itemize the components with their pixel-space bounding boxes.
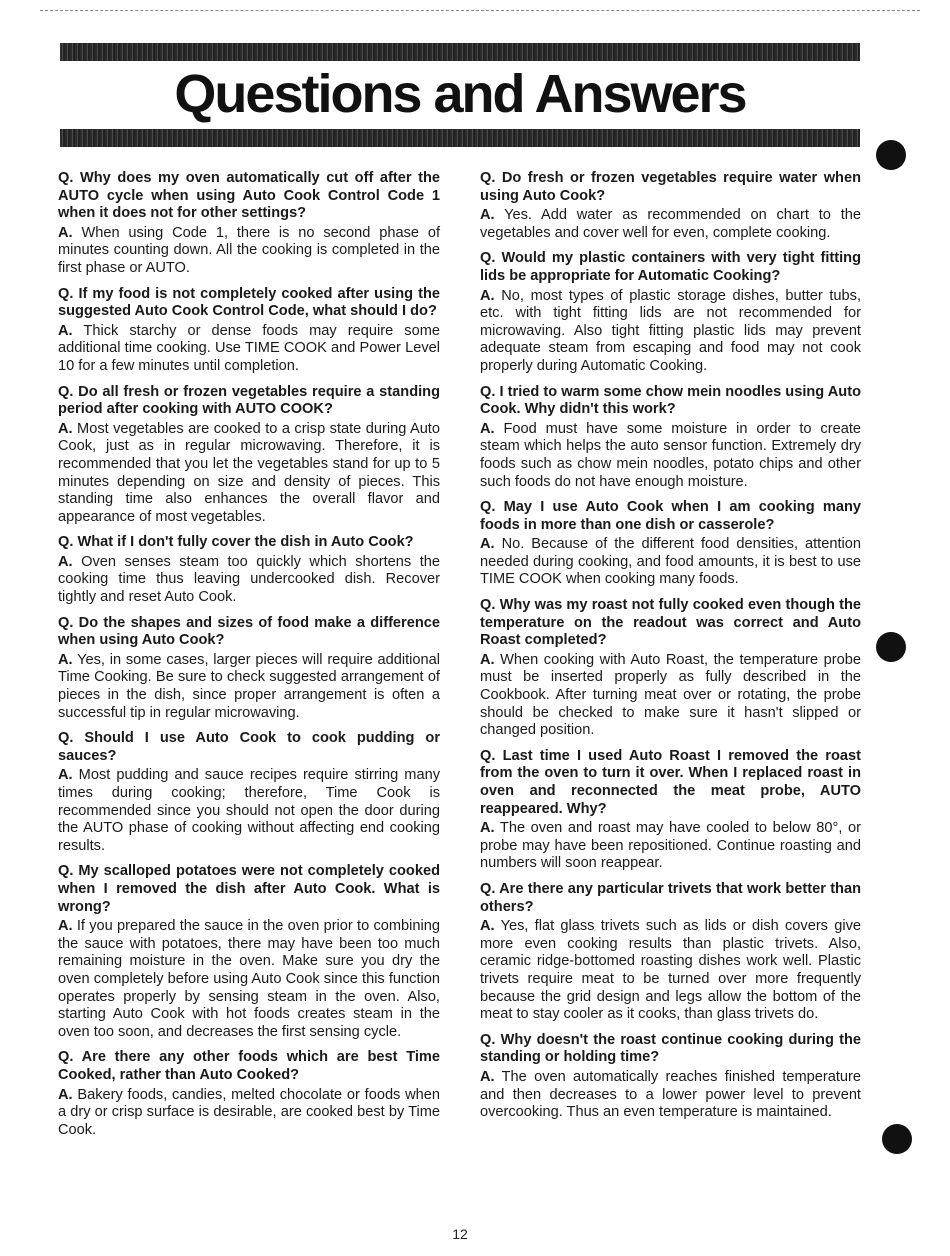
top-dashed-rule: [40, 10, 920, 11]
answer-text: Yes, in some cases, larger pieces will require additional Time Cooking. Be sure to check suggested arrangement of pieces in the dish, since proper arrangement is often a successful tip in regular microwaving.: [58, 651, 440, 721]
answer: [58, 918, 440, 1041]
qa-item: [58, 286, 440, 376]
answer: [58, 652, 440, 722]
answer-text: Yes, flat glass trivets such as lids or dish covers give more even cooking results than plastic trivets. Also, ceramic ridge-bottomed roasting dishes work well. Plastic trivets require meat to be turned over more frequently because the grid design and legs allow the bottom of the meat to stay cooler as it cooks, than glass trivets do.: [480, 918, 861, 1023]
answer-lead: A.: [480, 207, 495, 224]
answer-lead: A.: [58, 420, 73, 437]
question: Q. Last time I used Auto Roast I removed the roast from the oven to turn it over. When I replaced roast in oven and reconnected the meat probe, AUTO reappeared. Why?: [480, 747, 861, 817]
answer-text: The oven automatically reaches finished temperature and then decreases to a lower power level to prevent overcooking. Thus an even temperature is maintained.: [480, 1068, 862, 1121]
page-title: Questions and Answers: [174, 64, 746, 124]
answer: [58, 323, 440, 376]
qa-item: [480, 170, 861, 242]
title-top-bar: [60, 43, 860, 61]
answer-text: Bakery foods, candies, melted chocolate or foods when a dry or crisp surface is desirable, are cooked best by Time Cook.: [58, 1086, 440, 1138]
answer-text: When using Code 1, there is no second phase of minutes counting down. All the cooking is completed in the first phase or AUTO.: [58, 224, 441, 276]
question: Q. Do the shapes and sizes of food make a difference when using Auto Cook?: [58, 614, 440, 649]
answer-lead: A.: [58, 224, 73, 241]
answer-text: If you prepared the sauce in the oven prior to combining the sauce with potatoes, there may have been too much remaining moisture in the oven. Make sure you dry the oven completely before using Auto Cook since this function operates properly by sensing steam in the oven. Also, starting Auto Cook with hot foods creates steam in the oven too soon, and decreases the first sensing cycle.: [58, 918, 441, 1040]
answer: [480, 652, 861, 740]
answer: [58, 767, 440, 855]
question: Q. Do fresh or frozen vegetables require water when using Auto Cook?: [480, 170, 861, 204]
answer-lead: A.: [480, 820, 495, 837]
qa-item: [480, 881, 861, 1024]
qa-item: [480, 1032, 861, 1122]
answer-lead: A.: [58, 1086, 73, 1103]
answer: [480, 918, 861, 1024]
answer: [480, 820, 861, 873]
answer-lead: A.: [58, 651, 73, 668]
answer-text: Thick starchy or dense foods may require some additional time cooking. Use TIME COOK and Power Level 10 for a few minutes until completion.: [58, 322, 440, 374]
question: Q. What if I don't fully cover the dish in Auto Cook?: [58, 534, 414, 551]
binder-hole-bottom: [882, 1124, 912, 1154]
page-number: 12: [452, 1226, 468, 1242]
binder-hole-middle: [876, 632, 906, 662]
answer-lead: A.: [58, 767, 73, 784]
question: Q. If my food is not completely cooked after using the suggested Auto Cook Control Code, what should I do?: [58, 285, 440, 320]
answer-text: Most pudding and sauce recipes require stirring many times during cooking; therefore, Time Cook is recommended since you should not open the door during the AUTO phase of cooking without affecting end cooking results.: [58, 767, 440, 854]
qa-item: [58, 1049, 440, 1139]
binder-hole-top: [876, 140, 906, 170]
question: Q. Are there any other foods which are best Time Cooked, rather than Auto Cooked?: [58, 1049, 440, 1083]
answer: [480, 536, 861, 589]
question: Q. My scalloped potatoes were not completely cooked when I removed the dish after Auto Cook. What is wrong?: [58, 863, 440, 915]
answer: [480, 421, 861, 491]
answer-text: Oven senses steam too quickly which shortens the cooking time thus leaving undercooked dish. Recover tightly and reset Auto Cook.: [58, 553, 440, 606]
question: Q. Do all fresh or frozen vegetables require a standing period after cooking with AUTO COOK?: [58, 383, 440, 418]
answer-lead: A.: [480, 918, 495, 935]
qa-item: [480, 499, 861, 589]
answer-text: No, most types of plastic storage dishes, butter tubs, etc. with tight fitting lids are not recommended for microwaving. Also tight fitting plastic lids may prevent adequate steam from escaping and food may not cook properly during Automatic Cooking.: [480, 287, 862, 374]
answer-lead: A.: [480, 1068, 495, 1085]
answer-lead: A.: [58, 553, 73, 570]
question: Q. Why does my oven automatically cut off after the AUTO cycle when using Auto Cook Control Code 1 when it does not for other settings?: [58, 170, 440, 222]
question: Q. Should I use Auto Cook to cook pudding or sauces?: [58, 730, 440, 764]
qa-item: [480, 748, 861, 873]
question: Q. May I use Auto Cook when I am cooking many foods in more than one dish or casserole?: [480, 499, 861, 533]
answer-lead: A.: [58, 918, 73, 935]
qa-item: [58, 534, 440, 606]
answer: [58, 225, 440, 278]
answer: [58, 1087, 440, 1140]
qa-item: [58, 615, 440, 723]
answer: [480, 207, 861, 242]
answer-lead: A.: [58, 322, 73, 339]
question: Q. Would my plastic containers with very tight fitting lids be appropriate for Automatic Cooking?: [480, 250, 861, 284]
qa-item: [480, 384, 861, 492]
question: Q. I tried to warm some chow mein noodles using Auto Cook. Why didn't this work?: [480, 383, 861, 418]
title-bottom-bar: [60, 129, 860, 147]
answer: [58, 554, 440, 607]
qa-item: [58, 384, 440, 527]
answer-text: Most vegetables are cooked to a crisp state during Auto Cook, just as in regular microwaving. Therefore, it is recommended that you let the vegetables stand for up to 5 minutes depending on size and density of pieces. This standing time also enhances the overall flavor and appearance of most vegetables.: [58, 420, 440, 525]
answer: [480, 288, 861, 376]
question: Q. Why was my roast not fully cooked even though the temperature on the readout was correct and Auto Roast completed?: [480, 597, 861, 649]
answer-lead: A.: [480, 420, 495, 437]
answer-lead: A.: [480, 651, 495, 668]
right-column: [480, 170, 861, 1130]
qa-item: [480, 597, 861, 740]
answer-text: No. Because of the different food densities, attention needed during cooking, and food amounts, it is best to use TIME COOK when cooking many foods.: [480, 536, 861, 588]
question: Q. Are there any particular trivets that work better than others?: [480, 880, 861, 915]
qa-item: [58, 863, 440, 1041]
qa-item: [480, 250, 861, 375]
answer: [58, 421, 440, 527]
answer-text: Yes. Add water as recommended on chart to the vegetables and cover well for even, complete cooking.: [480, 207, 861, 241]
answer: [480, 1069, 861, 1122]
left-column: [58, 170, 440, 1147]
answer-text: The oven and roast may have cooled to below 80°, or probe may have been repositioned. Continue roasting and numbers will soon reappear.: [480, 820, 861, 872]
question: Q. Why doesn't the roast continue cooking during the standing or holding time?: [480, 1031, 861, 1066]
answer-lead: A.: [480, 287, 495, 304]
answer-lead: A.: [480, 536, 495, 553]
qa-item: [58, 170, 440, 278]
qa-item: [58, 730, 440, 855]
answer-text: When cooking with Auto Roast, the temperature probe must be inserted properly as fully described in the Cookbook. After turning meat over or rotating, the probe should be checked to make sure it hasn't slipped or changed position.: [480, 651, 861, 739]
answer-text: Food must have some moisture in order to create steam which helps the auto sensor function. Extremely dry foods such as chow mein noodles, potato chips and other such foods do not have enough moisture.: [480, 420, 861, 490]
